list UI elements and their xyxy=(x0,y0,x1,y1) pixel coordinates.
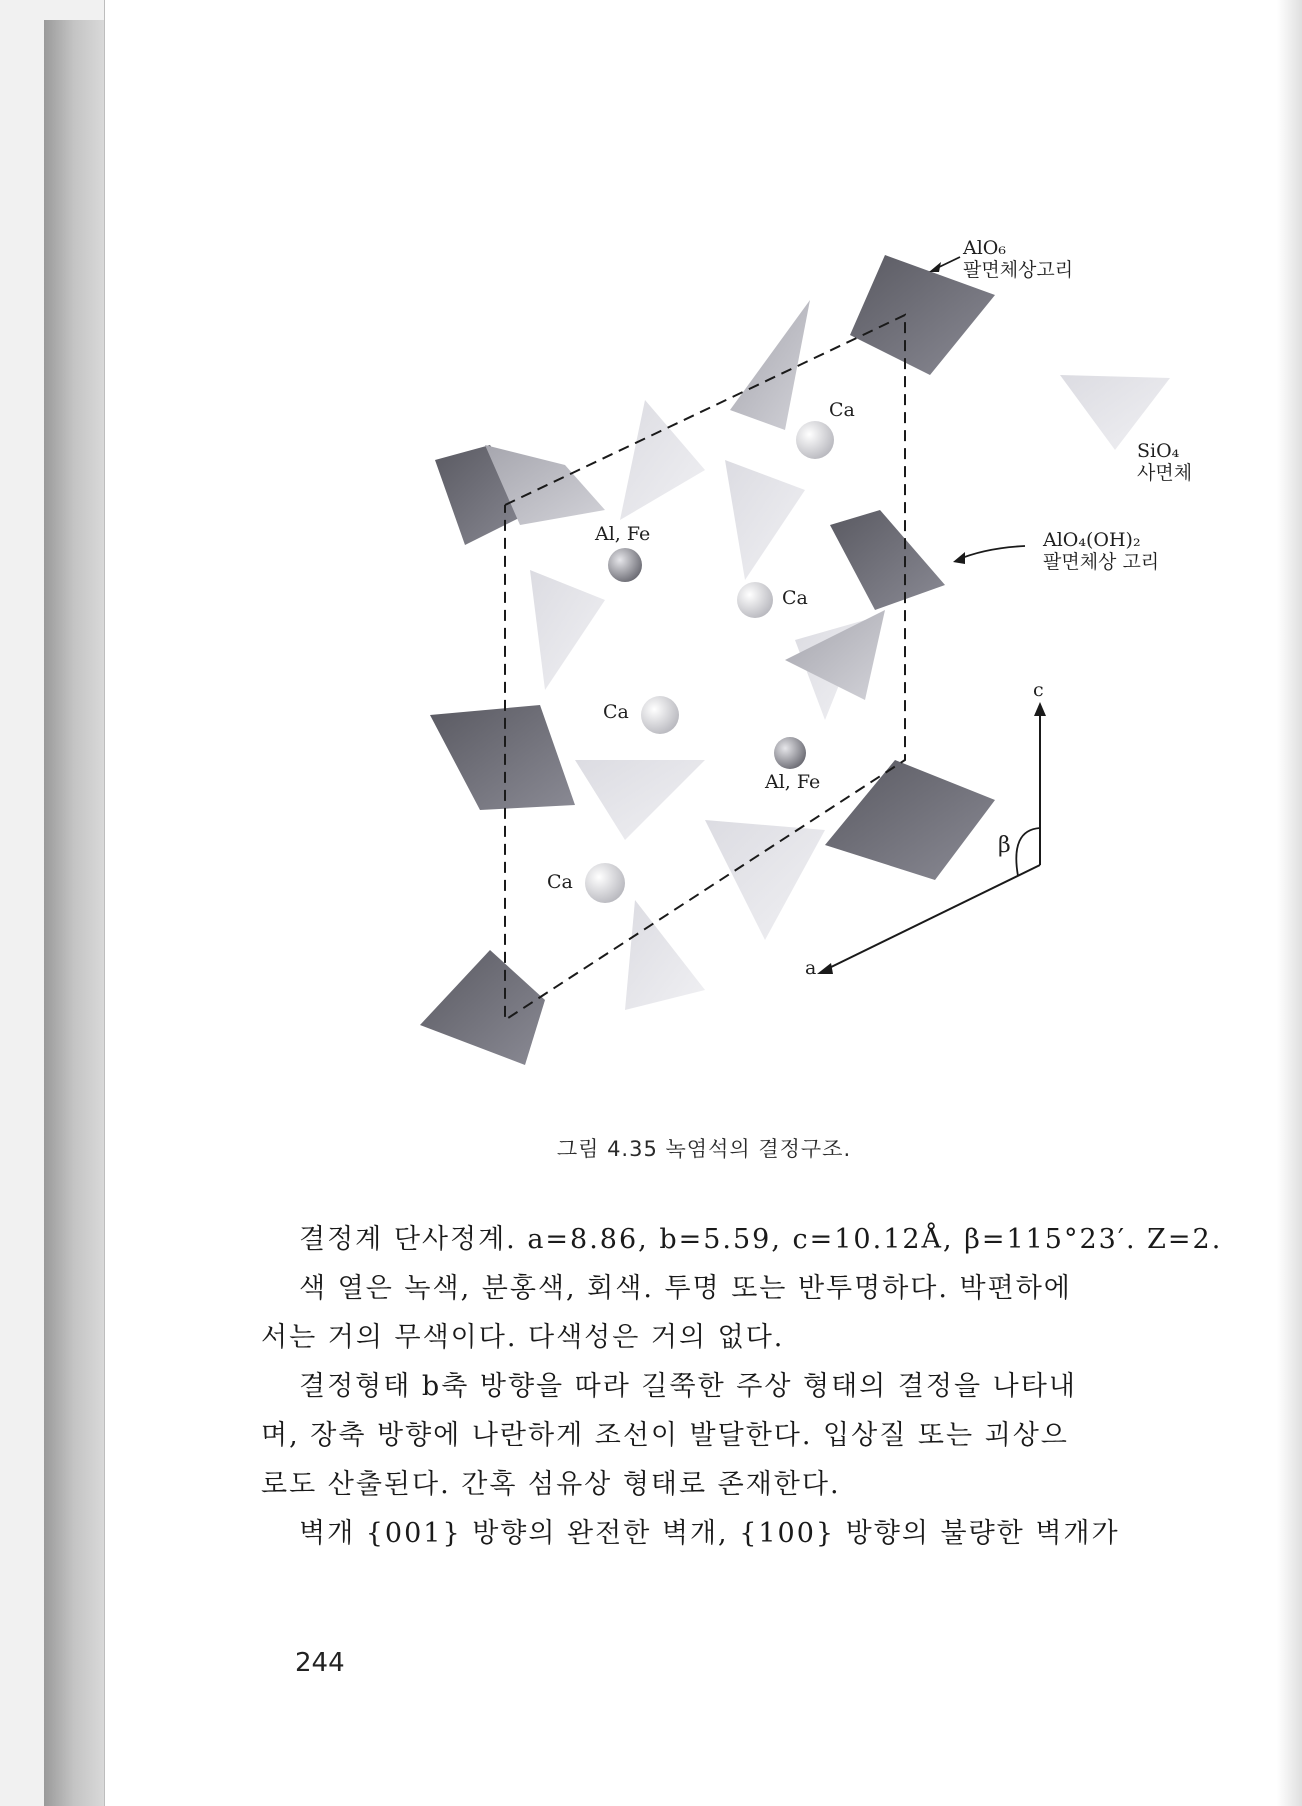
body-line: 며, 장축 방향에 나란하게 조선이 발달한다. 입상질 또는 괴상으 xyxy=(261,1420,1069,1451)
ca-atom xyxy=(641,696,679,734)
sio4-tetrahedron xyxy=(620,400,705,520)
beta-angle-label: β xyxy=(998,833,1011,858)
ca-label: Ca xyxy=(547,871,573,893)
body-line: 색 열은 녹색, 분홍색, 회색. 투명 또는 반투명하다. 박편하에 xyxy=(299,1273,1072,1304)
a-axis-arrowhead xyxy=(817,963,833,974)
book-spine xyxy=(44,20,104,1806)
arrowhead xyxy=(953,552,965,564)
ca-label: Ca xyxy=(603,701,629,723)
alfe-atom xyxy=(774,737,806,769)
sio4-tetrahedron xyxy=(725,460,805,580)
body-line: 결정계 단사정계. a=8.86, b=5.59, c=10.12Å, β=115°23′. Z=2. xyxy=(299,1224,1223,1255)
alo6-octahedron xyxy=(825,760,995,880)
body-text xyxy=(261,1215,1251,1558)
alfe-label: Al, Fe xyxy=(765,771,821,793)
alfe-atom xyxy=(608,548,642,582)
a-axis-line xyxy=(825,865,1040,970)
body-line: 결정형태 b축 방향을 따라 길쭉한 주상 형태의 결정을 나타내 xyxy=(299,1371,1077,1402)
figure-caption: 그림 4.35 녹염석의 결정구조. xyxy=(556,1137,852,1161)
ca-atom xyxy=(796,421,834,459)
beta-angle-arc xyxy=(1016,828,1040,876)
ca-atom xyxy=(737,582,773,618)
arrowhead xyxy=(929,262,941,272)
alo6-octahedron xyxy=(430,705,575,810)
sio4-tetrahedron xyxy=(530,570,605,690)
crystal-structure-figure xyxy=(105,0,1302,1100)
pointer-arrow xyxy=(957,546,1025,560)
body-line: 로도 산출된다. 간혹 섬유상 형태로 존재한다. xyxy=(261,1469,841,1500)
ca-label: Ca xyxy=(782,587,808,609)
alo6-octahedron xyxy=(420,950,545,1065)
aloh-label: AlO₄(OH)₂ 팔면체상 고리 xyxy=(1043,529,1160,573)
ca-label: Ca xyxy=(829,399,855,421)
aloh-octahedron xyxy=(830,510,945,610)
page-number: 244 xyxy=(295,1648,345,1678)
body-line: 벽개 {001} 방향의 완전한 벽개, {100} 방향의 불량한 벽개가 xyxy=(299,1518,1120,1549)
alfe-label: Al, Fe xyxy=(595,523,651,545)
axis-c-label: c xyxy=(1033,679,1044,701)
body-line: 서는 거의 무색이다. 다색성은 거의 없다. xyxy=(261,1322,785,1353)
sio4-tetrahedron xyxy=(1060,375,1170,450)
sio4-tetrahedron xyxy=(575,760,705,840)
sio4-tetrahedron xyxy=(705,820,825,940)
ca-atom xyxy=(585,863,625,903)
axis-a-label: a xyxy=(805,957,817,979)
alo6-label: AlO₆ 팔면체상고리 xyxy=(963,237,1074,281)
c-axis-arrowhead xyxy=(1034,702,1046,716)
sio4-label: SiO₄ 사면체 xyxy=(1137,440,1193,484)
book-page xyxy=(104,0,1302,1806)
